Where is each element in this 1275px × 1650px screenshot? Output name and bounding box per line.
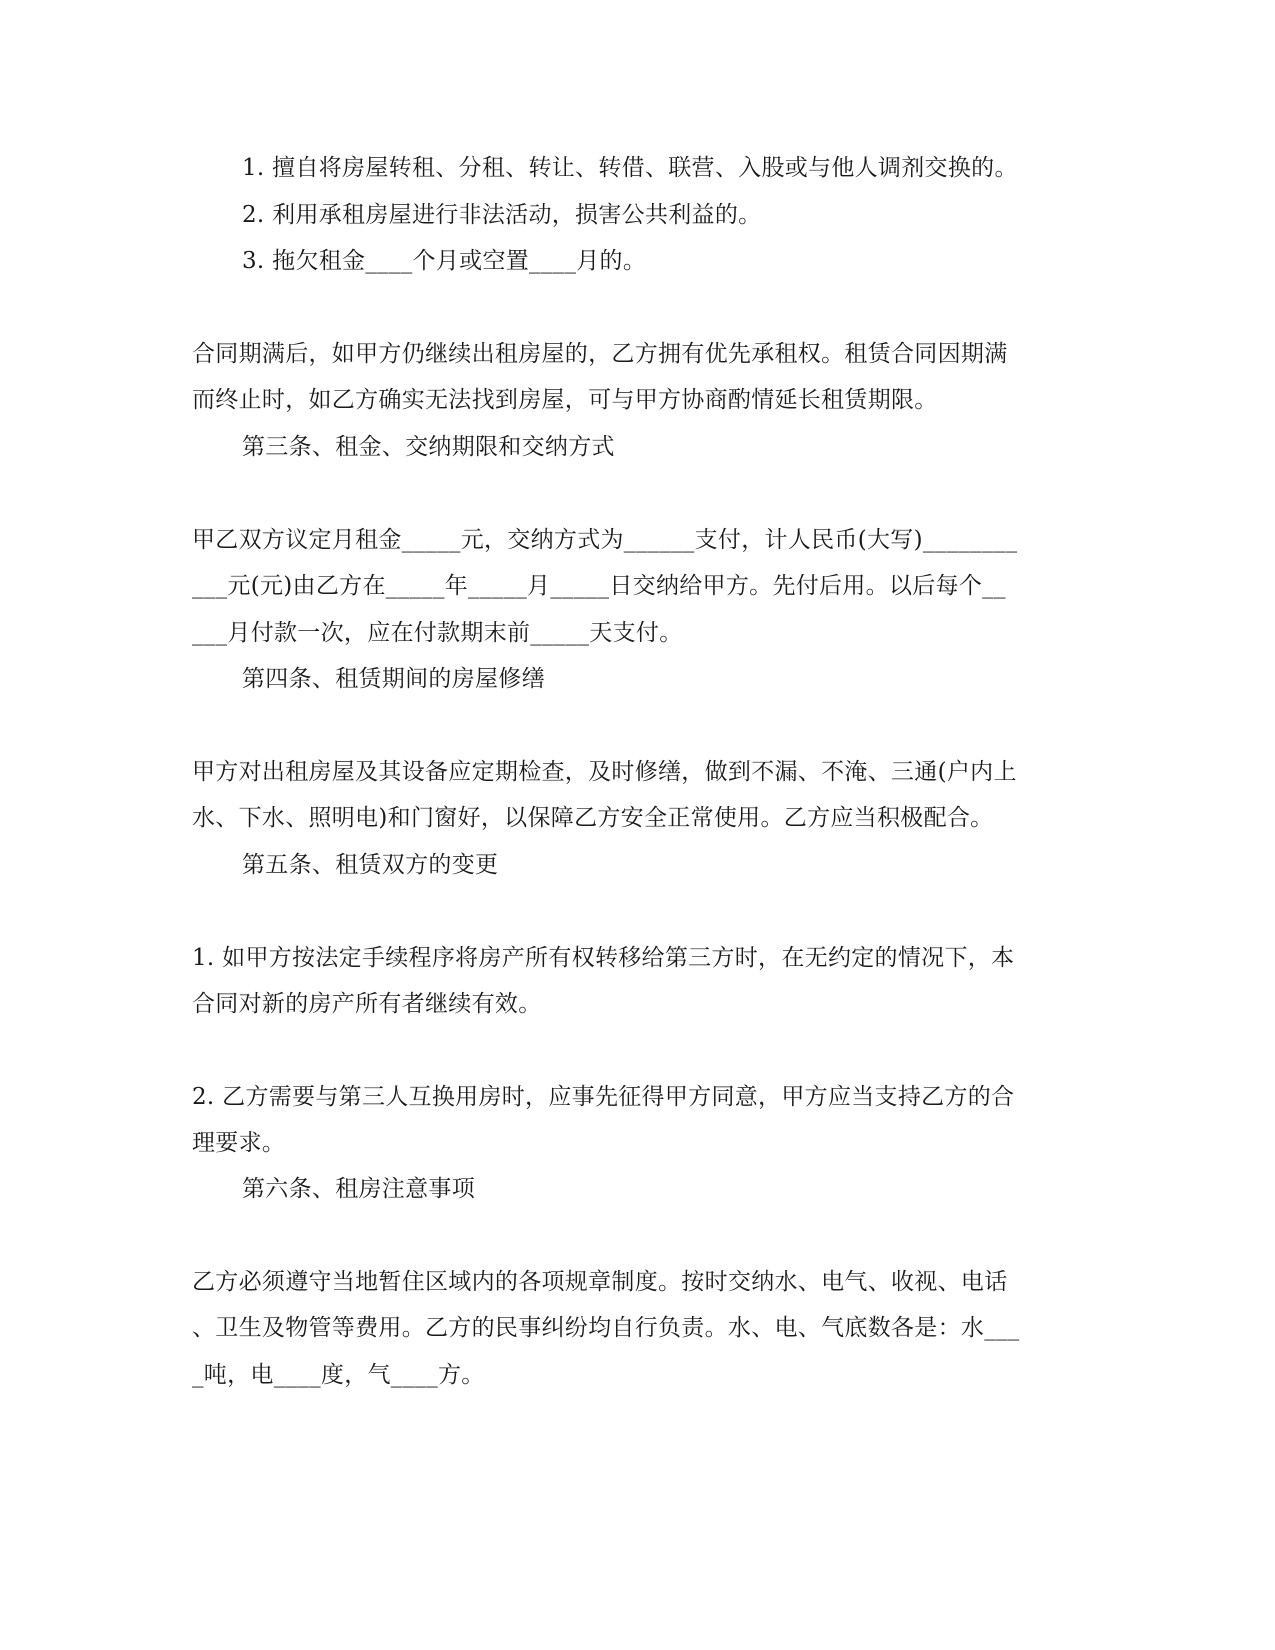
renewal-paragraph-line-1: 合同期满后，如甲方仍继续出租房屋的，乙方拥有优先承租权。租赁合同因期满 bbox=[192, 341, 1008, 367]
article3-paragraph-line-2: ___元(元)由乙方在_____年_____月_____日交纳给甲方。先付后用。以后每个__ bbox=[192, 573, 1006, 599]
article6-heading: 第六条、租房注意事项 bbox=[242, 1176, 475, 1202]
article3-heading: 第三条、租金、交纳期限和交纳方式 bbox=[242, 434, 615, 460]
article5-item2-line-2: 理要求。 bbox=[192, 1130, 286, 1156]
article4-heading: 第四条、租赁期间的房屋修缮 bbox=[242, 666, 545, 692]
article6-paragraph-line-1: 乙方必须遵守当地暂住区域内的各项规章制度。按时交纳水、电气、收视、电话 bbox=[192, 1269, 1008, 1295]
article4-paragraph-line-2: 水、下水、照明电)和门窗好，以保障乙方安全正常使用。乙方应当积极配合。 bbox=[192, 805, 994, 831]
article5-item1-line-1: 1. 如甲方按法定手续程序将房产所有权转移给第三方时，在无约定的情况下，本 bbox=[192, 945, 1015, 971]
article6-paragraph-line-3: _吨，电____度，气____方。 bbox=[192, 1362, 485, 1388]
article5-heading: 第五条、租赁双方的变更 bbox=[242, 852, 499, 878]
article3-paragraph-line-3: ___月付款一次，应在付款期末前_____天支付。 bbox=[192, 620, 683, 646]
article4-paragraph-line-1: 甲方对出租房屋及其设备应定期检查，及时修缮，做到不漏、不淹、三通(户内上 bbox=[192, 759, 1017, 785]
article6-paragraph-line-2: 、卫生及物管等费用。乙方的民事纠纷均自行负责。水、电、气底数各是：水___ bbox=[192, 1315, 1020, 1341]
renewal-paragraph-line-2: 而终止时，如乙方确实无法找到房屋，可与甲方协商酌情延长租赁期限。 bbox=[192, 387, 938, 413]
article5-item1-line-2: 合同对新的房产所有者继续有效。 bbox=[192, 991, 542, 1017]
article3-paragraph-line-1: 甲乙双方议定月租金_____元，交纳方式为______支付，计人民币(大写)________ bbox=[192, 527, 1018, 553]
list-item-2: 2. 利用承租房屋进行非法活动，损害公共利益的。 bbox=[242, 202, 762, 228]
list-item-1: 1. 擅自将房屋转租、分租、转让、转借、联营、入股或与他人调剂交换的。 bbox=[242, 155, 1018, 181]
article5-item2-line-1: 2. 乙方需要与第三人互换用房时，应事先征得甲方同意，甲方应当支持乙方的合 bbox=[192, 1084, 1015, 1110]
list-item-3: 3. 拖欠租金____个月或空置____月的。 bbox=[242, 248, 647, 274]
